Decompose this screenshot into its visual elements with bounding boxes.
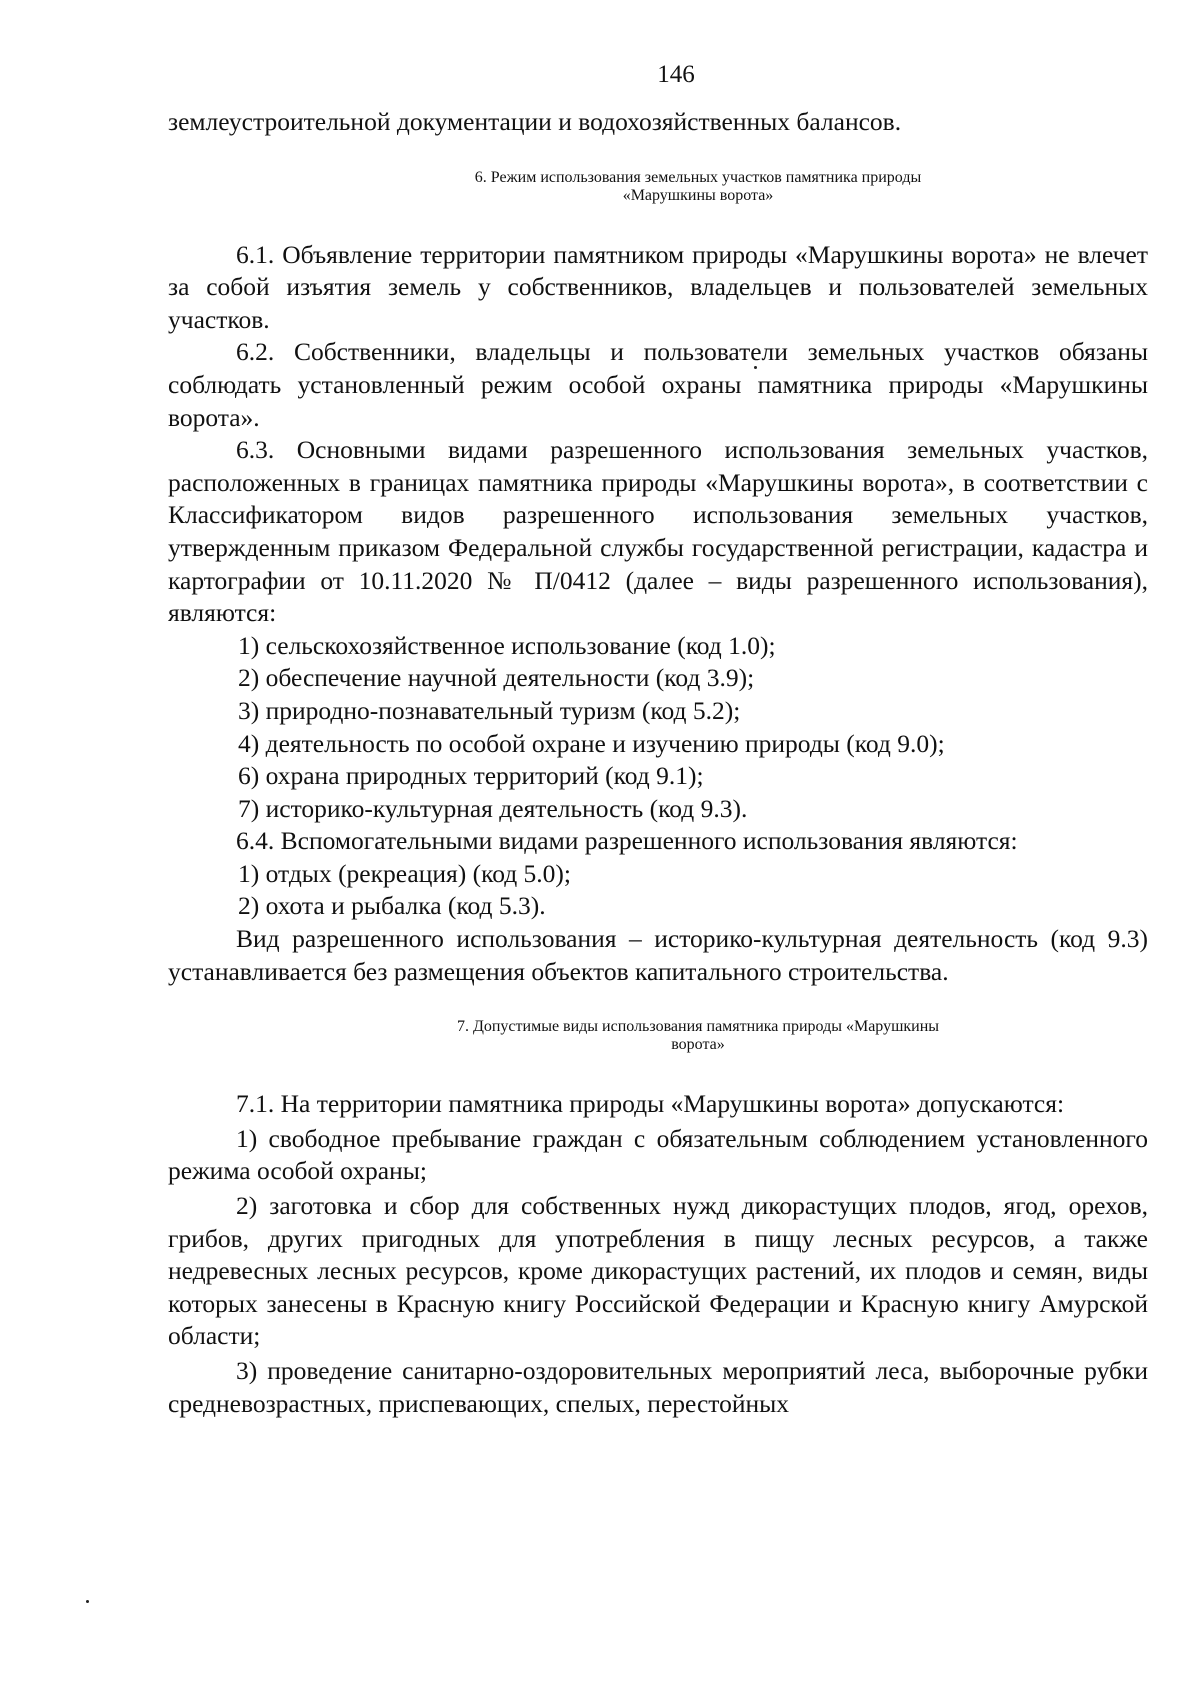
paragraph-7-1: 7.1. На территории памятника природы «Марушкины ворота» допускаются: <box>236 1089 1065 1119</box>
section-7-heading-line2: ворота» <box>671 1036 725 1054</box>
paragraph-6-3: 6.3. Основными видами разрешенного использования земельных участков, расположенных в границах памятника природы «Марушкины ворота», в соответствии с Классификатором видов разрешенного использования земельных участков, утвержденным приказом Федеральной службы государственной регистрации, кадастра и картографии от 10.11.2020 № П/0412 (далее – виды разрешенного использования), являются: <box>168 435 1148 628</box>
section-7-heading-line1: 7. Допустимые виды использования памятника природы «Марушкины <box>456 1018 940 1036</box>
list-item: 7) историко-культурная деятельность (код 9.3). <box>238 793 748 823</box>
list-item: 2) охота и рыбалка (код 5.3). <box>238 891 546 921</box>
list-item: 3) природно-познавательный туризм (код 5.2); <box>238 695 741 725</box>
paragraph-7-1-item-3: 3) проведение санитарно-оздоровительных мероприятий леса, выборочные рубки средневозрастных, приспевающих, спелых, перестойных <box>168 1356 1148 1418</box>
section-6-heading-line1: 6. Режим использования земельных участков памятника природы <box>474 168 922 186</box>
scan-speck <box>86 1600 89 1603</box>
document-page <box>168 58 1148 1420</box>
scan-speck <box>754 366 757 369</box>
list-item: 4) деятельность по особой охране и изучению природы (код 9.0); <box>238 728 945 758</box>
paragraph-note: Вид разрешенного использования – историко-культурная деятельность (код 9.3) устанавливается без размещения объектов капитального строительства. <box>168 924 1148 986</box>
section-7-heading <box>168 1018 1148 1054</box>
list-item: 1) сельскохозяйственное использование (код 1.0); <box>238 630 776 660</box>
paragraph-6-2: 6.2. Собственники, владельцы и пользователи земельных участков обязаны соблюдать установленный режим особой охраны памятника природы «Марушкины ворота». <box>168 337 1148 432</box>
section-6-heading-line2: «Марушкины ворота» <box>622 186 774 204</box>
section-6-heading <box>168 169 1148 205</box>
list-item: 1) отдых (рекреация) (код 5.0); <box>238 858 572 888</box>
paragraph-6-1: 6.1. Объявление территории памятником природы «Марушкины ворота» не влечет за собой изъятия земель у собственников, владельцев и пользователей земельных участков. <box>168 239 1148 334</box>
page-number: 146 <box>657 61 695 88</box>
paragraph-7-1-item-1: 1) свободное пребывание граждан с обязательным соблюдением установленного режима особой охраны; <box>168 1123 1148 1186</box>
paragraph-7-1-item-2: 2) заготовка и сбор для собственных нужд дикорастущих плодов, ягод, орехов, грибов, других пригодных для употребления в пищу лесных ресурсов, а также недревесных лесных ресурсов, кроме дикорастущих растений, их плодов и семян, виды которых занесены в Красную книгу Российской Федерации и Красную книгу Амурской области; <box>168 1191 1148 1351</box>
intro-line: землеустроительной документации и водохозяйственных балансов. <box>168 107 902 136</box>
paragraph-6-4: 6.4. Вспомогательными видами разрешенного использования являются: <box>236 826 1018 856</box>
list-item: 2) обеспечение научной деятельности (код 3.9); <box>238 663 755 693</box>
list-item: 6) охрана природных территорий (код 9.1); <box>238 761 704 791</box>
